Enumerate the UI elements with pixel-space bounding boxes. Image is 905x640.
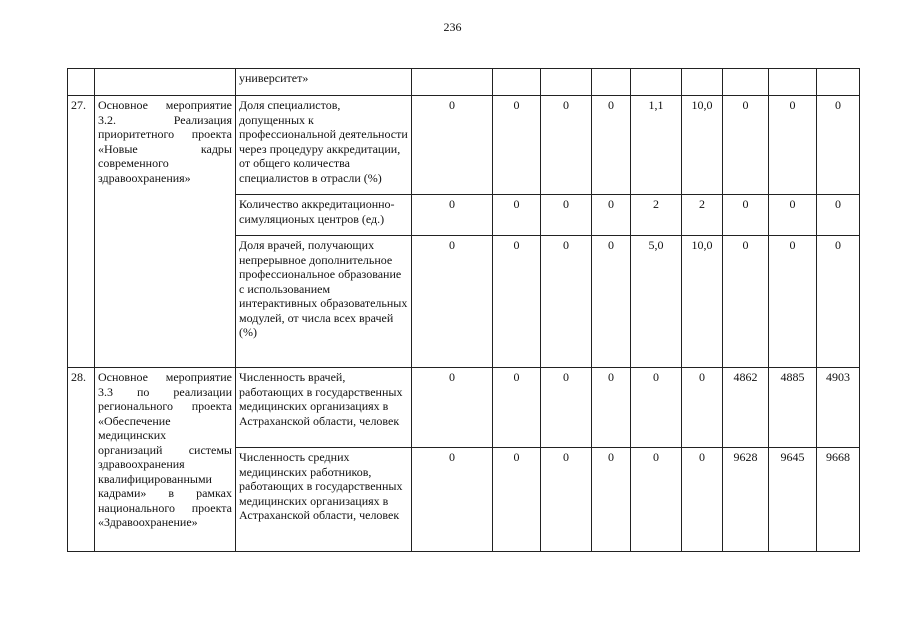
value-cell: 9668 [817,448,860,552]
indicator-cell: Численность врачей, работающих в государственных медицинских организациях в Астраханской области, человек [236,368,412,448]
value-cell: 0 [682,448,723,552]
value-cell: 2 [631,195,682,236]
value-cell: 0 [769,96,817,195]
value-cell: 0 [412,96,493,195]
value-cell [682,69,723,96]
value-cell: 0 [592,236,631,368]
indicator-cell: Количество аккредитационно-симуляционых центров (ед.) [236,195,412,236]
value-cell: 0 [592,195,631,236]
value-cell: 0 [631,368,682,448]
value-cell [769,69,817,96]
project-cell: Основное мероприятие 3.2. Реализация приоритетного проекта «Новые кадры современного здравоохранения» [95,96,236,368]
value-cell: 0 [817,195,860,236]
value-cell: 0 [817,96,860,195]
value-cell: 2 [682,195,723,236]
value-cell: 10,0 [682,236,723,368]
value-cell: 4862 [723,368,769,448]
value-cell: 0 [412,195,493,236]
project-cell: Основное мероприятие 3.3 по реализации регионального проекта «Обеспечение медицинских организаций системы здравоохранения квалифицированными кадрами» в рамках национального проекта «Здравоохранение» [95,368,236,552]
table-row [68,69,860,96]
value-cell: 0 [769,195,817,236]
value-cell: 0 [493,195,541,236]
value-cell: 0 [541,236,592,368]
value-cell [592,69,631,96]
value-cell [412,69,493,96]
row-number: 28. [68,368,95,552]
value-cell: 0 [769,236,817,368]
value-cell [723,69,769,96]
value-cell: 1,1 [631,96,682,195]
value-cell: 0 [493,236,541,368]
value-cell: 0 [493,96,541,195]
value-cell: 0 [412,236,493,368]
value-cell [541,69,592,96]
value-cell: 0 [493,368,541,448]
table-row [68,96,860,195]
value-cell: 0 [493,448,541,552]
value-cell: 0 [723,236,769,368]
indicator-cell: Доля специалистов, допущенных к профессиональной деятельности через процедуру аккредитации, от общего количества специалистов в отрасли (%) [236,96,412,195]
value-cell: 0 [723,96,769,195]
row-number: 27. [68,96,95,368]
value-cell: 0 [412,368,493,448]
value-cell: 0 [817,236,860,368]
indicators-table [67,68,860,552]
value-cell: 4903 [817,368,860,448]
value-cell: 0 [723,195,769,236]
indicator-cell: Численность средних медицинских работников, работающих в государственных медицинских организациях в Астраханской области, человек [236,448,412,552]
project-cell [95,69,236,96]
value-cell [493,69,541,96]
value-cell: 0 [631,448,682,552]
value-cell: 0 [592,96,631,195]
value-cell: 0 [592,368,631,448]
value-cell: 9628 [723,448,769,552]
value-cell: 0 [541,96,592,195]
value-cell: 0 [592,448,631,552]
indicator-cell: университет» [236,69,412,96]
value-cell: 0 [412,448,493,552]
value-cell: 4885 [769,368,817,448]
indicator-cell: Доля врачей, получающих непрерывное дополнительное профессиональное образование с использованием интерактивных образовательных модулей, от числа всех врачей (%) [236,236,412,368]
value-cell: 0 [541,195,592,236]
value-cell: 0 [682,368,723,448]
value-cell: 9645 [769,448,817,552]
value-cell: 0 [541,368,592,448]
value-cell [817,69,860,96]
row-number [68,69,95,96]
value-cell [631,69,682,96]
table-row [68,368,860,448]
value-cell: 10,0 [682,96,723,195]
value-cell: 5,0 [631,236,682,368]
page-number: 236 [443,20,462,34]
value-cell: 0 [541,448,592,552]
